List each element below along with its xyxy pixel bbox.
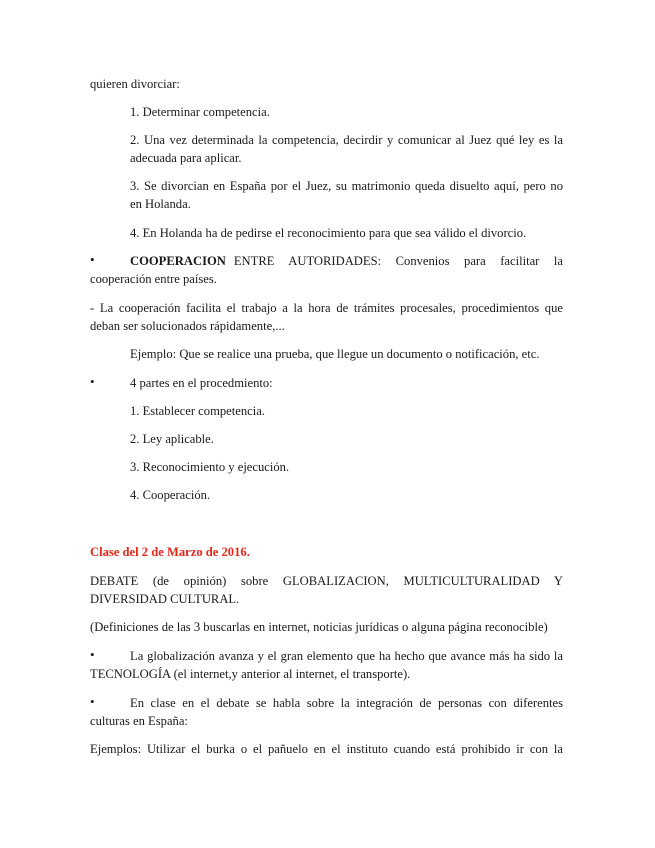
list-item: 1. Determinar competencia. — [130, 105, 270, 119]
text-line: DIVERSIDAD CULTURAL. — [90, 592, 240, 606]
text-line: - La cooperación facilita el trabajo a la hora de trámites procesales, procedimientos que — [90, 301, 563, 315]
bullet-icon: • — [90, 694, 95, 709]
bold-term: COOPERACION — [130, 254, 226, 268]
list-item: 4 partes en el procedmiento: — [130, 376, 273, 390]
list-item: 3. Se divorcian en España por el Juez, su matrimonio queda disuelto aquí, pero no — [130, 179, 563, 193]
text-line: Ejemplos: Utilizar el burka o el pañuelo en el instituto cuando está prohibido ir con la — [90, 742, 563, 756]
text-line: adecuada para aplicar. — [130, 151, 242, 165]
class-date-heading: Clase del 2 de Marzo de 2016. — [90, 545, 250, 559]
text-line: quieren divorciar: — [90, 77, 180, 91]
text-line: cooperación entre países. — [90, 272, 217, 286]
list-item: 2. Ley aplicable. — [130, 432, 214, 446]
list-item: 4. Cooperación. — [130, 488, 211, 502]
text-line: Ejemplo: Que se realice una prueba, que llegue un documento o notificación, etc. — [130, 347, 540, 361]
list-item: 1. Establecer competencia. — [130, 404, 265, 418]
text-line: (Definiciones de las 3 buscarlas en internet, noticias jurídicas o alguna página reconocible) — [90, 620, 548, 634]
text-line: en Holanda. — [130, 197, 191, 211]
section-heading-cooperacion — [130, 253, 563, 269]
list-item: 2. Una vez determinada la competencia, decirdir y comunicar al Juez qué ley es la — [130, 133, 563, 147]
bullet-icon: • — [90, 647, 95, 662]
text-line: ENTRE AUTORIDADES: Convenios para facilitar la — [233, 254, 563, 268]
list-item: En clase en el debate se habla sobre la integración de personas con diferentes — [130, 696, 563, 710]
bullet-icon: • — [90, 252, 95, 267]
text-line: TECNOLOGÍA (el internet,y anterior al internet, el transporte). — [90, 667, 411, 681]
list-item: 4. En Holanda ha de pedirse el reconocimiento para que sea válido el divorcio. — [130, 226, 527, 240]
text-line: deban ser solucionados rápidamente,... — [90, 319, 285, 333]
text-line: DEBATE (de opinión) sobre GLOBALIZACION, MULTICULTURALIDAD Y — [90, 574, 563, 588]
bullet-icon: • — [90, 374, 95, 389]
list-item: La globalización avanza y el gran elemento que ha hecho que avance más ha sido la — [130, 649, 563, 663]
text-line: culturas en España: — [90, 714, 188, 728]
list-item: 3. Reconocimiento y ejecución. — [130, 460, 290, 474]
